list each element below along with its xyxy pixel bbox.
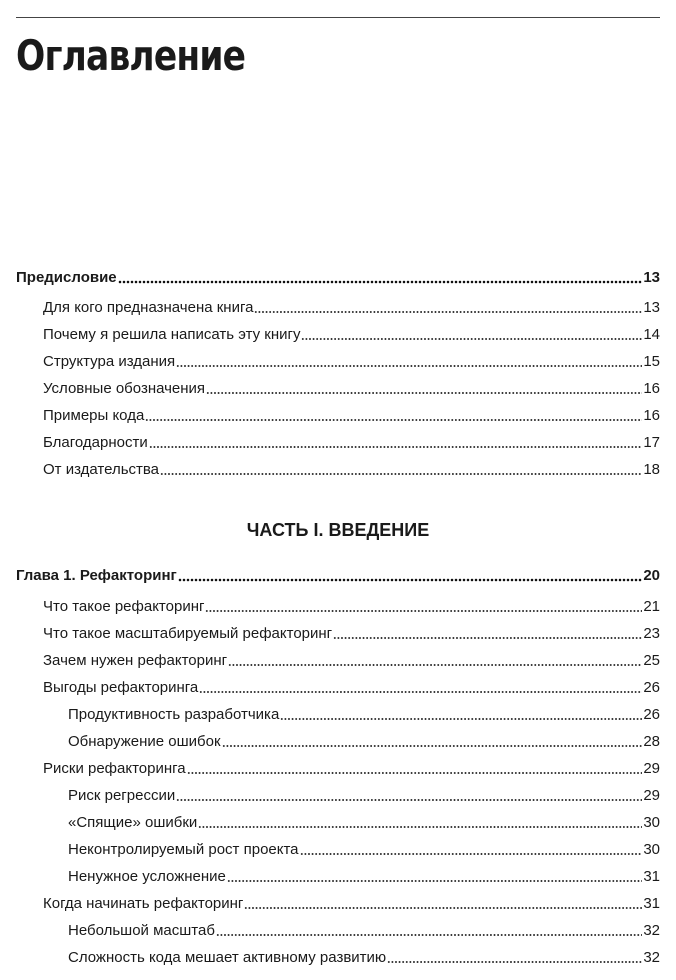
toc-leader-dots xyxy=(228,663,642,667)
toc-page-number: 13 xyxy=(643,269,660,286)
toc-page-number: 29 xyxy=(643,760,660,777)
toc-entry[interactable] xyxy=(16,678,660,698)
toc-leader-dots xyxy=(227,879,642,883)
toc-entry-text: Продуктивность разработчика xyxy=(68,706,280,723)
toc-entry-text: Сложность кода мешает активному развитию xyxy=(68,949,387,966)
toc-entry-text: Риски рефакторинга xyxy=(43,760,186,777)
toc-page-number: 32 xyxy=(643,922,660,939)
toc-page-number: 31 xyxy=(643,895,660,912)
toc-entry[interactable] xyxy=(16,732,660,752)
toc-entry[interactable] xyxy=(16,840,660,860)
toc-page-number: 28 xyxy=(643,733,660,750)
toc-leader-dots xyxy=(187,771,643,775)
toc-entry-text: Риск регрессии xyxy=(68,787,176,804)
toc-page-number: 29 xyxy=(643,787,660,804)
toc-leader-dots xyxy=(387,960,642,964)
toc-leader-dots xyxy=(205,609,642,613)
toc-entry-text: Почему я решила написать эту книгу xyxy=(43,326,301,343)
toc-entry-text: Примеры кода xyxy=(43,407,145,424)
toc-leader-dots xyxy=(301,337,642,341)
toc-page-number: 31 xyxy=(643,868,660,885)
toc-entry-text: Глава 1. Рефакторинг xyxy=(16,567,177,584)
toc-entry[interactable] xyxy=(16,624,660,644)
toc-leader-dots xyxy=(280,717,642,721)
toc-leader-dots xyxy=(160,472,642,476)
toc-page-number: 16 xyxy=(643,380,660,397)
toc-leader-dots xyxy=(149,445,643,449)
toc-entry[interactable] xyxy=(16,460,660,480)
toc-page-number: 25 xyxy=(643,652,660,669)
toc-leader-dots xyxy=(145,418,642,422)
toc-entry[interactable] xyxy=(16,705,660,725)
toc-entry-text: Выгоды рефакторинга xyxy=(43,679,199,696)
toc-leader-dots xyxy=(176,798,642,802)
toc-entry[interactable] xyxy=(16,813,660,833)
page-title: Оглавление xyxy=(16,31,246,80)
toc-leader-dots xyxy=(118,280,643,284)
toc-entry[interactable] xyxy=(16,894,660,914)
toc-page-number: 16 xyxy=(643,407,660,424)
toc-entry-text: От издательства xyxy=(43,461,160,478)
toc-leader-dots xyxy=(199,690,642,694)
toc-page-number: 23 xyxy=(643,625,660,642)
toc-leader-dots xyxy=(244,906,642,910)
toc-entry[interactable] xyxy=(16,759,660,779)
toc-page-number: 30 xyxy=(643,841,660,858)
toc-entry-text: Благодарности xyxy=(43,434,148,451)
toc-leader-dots xyxy=(198,825,642,829)
toc-entry-text: Что такое масштабируемый рефакторинг xyxy=(43,625,333,642)
toc-entry[interactable] xyxy=(16,948,660,968)
toc-entry-text: Структура издания xyxy=(43,353,176,370)
toc-entry[interactable] xyxy=(16,325,660,345)
toc-entry[interactable] xyxy=(16,651,660,671)
toc-entry[interactable] xyxy=(16,379,660,399)
toc-entry-text: Условные обозначения xyxy=(43,380,206,397)
toc-page-number: 15 xyxy=(643,353,660,370)
toc-entry[interactable] xyxy=(16,867,660,887)
toc-page-number: 13 xyxy=(643,299,660,316)
toc-entry-text: Когда начинать рефакторинг xyxy=(43,895,244,912)
toc-entry-text: Зачем нужен рефакторинг xyxy=(43,652,228,669)
toc-entry[interactable] xyxy=(16,298,660,318)
toc-page-number: 26 xyxy=(643,706,660,723)
top-rule xyxy=(16,17,660,18)
toc-page-number: 21 xyxy=(643,598,660,615)
toc-page-number: 14 xyxy=(643,326,660,343)
toc-entry-text: Для кого предназначена книга xyxy=(43,299,254,316)
toc-leader-dots xyxy=(178,578,643,582)
toc-page-number: 18 xyxy=(643,461,660,478)
toc-entry[interactable] xyxy=(16,406,660,426)
toc-entry-text: Неконтролируемый рост проекта xyxy=(68,841,299,858)
toc-leader-dots xyxy=(206,391,642,395)
toc-entry-chapter-1[interactable] xyxy=(16,566,660,586)
toc-entry-text: Обнаружение ошибок xyxy=(68,733,221,750)
toc-entry[interactable] xyxy=(16,921,660,941)
toc-entry-text: Небольшой масштаб xyxy=(68,922,215,939)
toc-entry[interactable] xyxy=(16,597,660,617)
toc-leader-dots xyxy=(216,933,642,937)
toc-entry[interactable] xyxy=(16,352,660,372)
toc-leader-dots xyxy=(254,310,642,314)
toc-page-number: 30 xyxy=(643,814,660,831)
toc-entry-text: «Спящие» ошибки xyxy=(68,814,198,831)
toc-entry[interactable] xyxy=(16,433,660,453)
toc-page-number: 26 xyxy=(643,679,660,696)
toc-entry[interactable] xyxy=(16,786,660,806)
toc-entry-text: Ненужное усложнение xyxy=(68,868,226,885)
toc-page-number: 17 xyxy=(643,434,660,451)
toc-leader-dots xyxy=(176,364,642,368)
toc-leader-dots xyxy=(300,852,643,856)
toc-entry-preface[interactable] xyxy=(16,268,660,288)
toc-page-number: 20 xyxy=(643,567,660,584)
toc-leader-dots xyxy=(222,744,643,748)
toc-entry-text: Предисловие xyxy=(16,269,117,286)
part-heading: ЧАСТЬ I. ВВЕДЕНИЕ xyxy=(246,520,430,540)
toc-entry-text: Что такое рефакторинг xyxy=(43,598,205,615)
toc-page-number: 32 xyxy=(643,949,660,966)
toc-leader-dots xyxy=(333,636,642,640)
